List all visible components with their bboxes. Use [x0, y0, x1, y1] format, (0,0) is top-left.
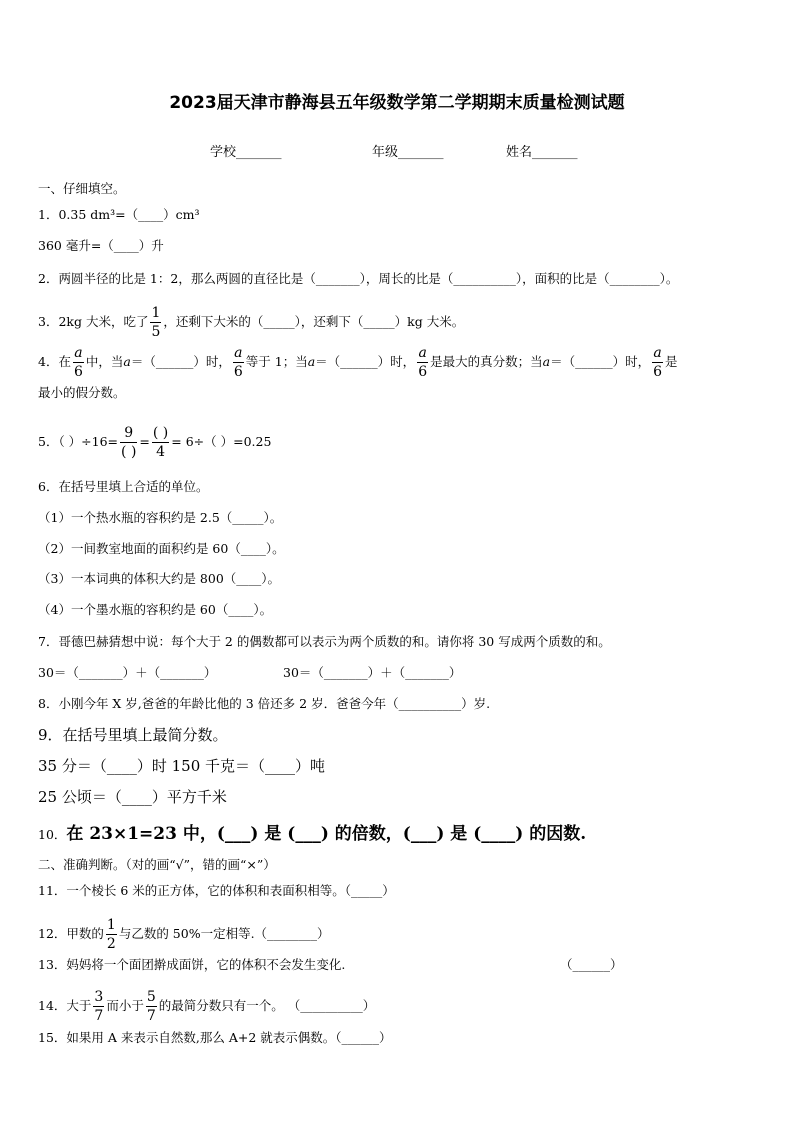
question-9a: 35 分＝（____）时 150 千克＝（____）吨 — [38, 757, 326, 775]
question-1b: 360 毫升=（____）升 — [38, 238, 164, 253]
grade-field: 年级_______ — [372, 145, 444, 160]
question-13: 13．妈妈将一个面团擀成面饼，它的体积不会发生变化. — [38, 957, 346, 972]
fraction: $\frac{1}{2}$ — [106, 917, 116, 952]
question-15: 15．如果用 A 来表示自然数,那么 A+2 就表示偶数。（______） — [38, 1030, 392, 1045]
question-6-2: （2）一间教室地面的面积约是 60（____）。 — [38, 541, 285, 556]
question-11: 11．一个棱长 6 米的正方体，它的体积和表面积相等。（_____） — [38, 883, 395, 898]
fraction: $\frac{a}{6}$ — [233, 345, 243, 380]
name-field: 姓名_______ — [506, 145, 578, 160]
question-7b: 30＝（_______）＋（_______） — [283, 665, 462, 680]
section-heading-fill: 一、仔细填空。 — [38, 181, 126, 196]
q3-pre: 3．2kg 大米，吃了 — [38, 314, 149, 329]
question-4: 4．在 $\frac{a}{6}$ 中，当a＝（______）时， $\frac{a}{6}$ 等于 1；当a＝（______）时， $\frac{a}{6}$ 是最大的真分数；当a＝（______）时， $\frac{a}{6}$ 是 — [38, 345, 678, 380]
question-6: 6．在括号里填上合适的单位。 — [38, 479, 209, 494]
fraction: $\frac{9}{( )}$ — [121, 425, 137, 460]
fraction: $\frac{1}{5}$ — [151, 305, 161, 340]
question-13-blank: （______） — [560, 957, 623, 972]
fraction: $\frac{3}{7}$ — [94, 989, 104, 1024]
question-6-4: （4）一个墨水瓶的容积约是 60（____）。 — [38, 602, 273, 617]
school-field: 学校_______ — [210, 145, 282, 160]
fraction: $\frac{a}{6}$ — [653, 345, 663, 380]
question-8: 8．小刚今年 X 岁,爸爸的年龄比他的 3 倍还多 2 岁．爸爸今年（__________）岁. — [38, 696, 491, 711]
question-7a: 30＝（_______）＋（_______） — [38, 665, 217, 680]
fraction: $\frac{a}{6}$ — [418, 345, 428, 380]
q3-post: ，还剩下大米的（_____），还剩下（_____）kg 大米。 — [163, 314, 465, 329]
question-3 — [38, 304, 464, 341]
fraction: $\frac{a}{6}$ — [73, 345, 83, 380]
question-6-3: （3）一本词典的体积大约是 800（____）。 — [38, 571, 281, 586]
section-heading-judge: 二、准确判断。（对的画“√”，错的画“×”） — [38, 857, 276, 872]
question-2: 2．两圆半径的比是 1：2，那么两圆的直径比是（_______），周长的比是（__________），面积的比是（________）。 — [38, 271, 679, 286]
question-7: 7．哥德巴赫猜想中说：每个大于 2 的偶数都可以表示为两个质数的和。请你将 30 写成两个质数的和。 — [38, 634, 611, 649]
question-10: 10．在 23×1=23 中，(___) 是 (___) 的倍数，(___) 是 (____) 的因数. — [38, 824, 587, 844]
question-12: 12．甲数的 $\frac{1}{2}$ 与乙数的 50%一定相等.（________） — [38, 917, 330, 952]
question-1a: 1．0.35 dm³=（____）cm³ — [38, 207, 200, 222]
fraction: $\frac{5}{7}$ — [146, 989, 156, 1024]
question-9: 9．在括号里填上最简分数。 — [38, 726, 228, 744]
question-6-1: （1）一个热水瓶的容积约是 2.5（_____）。 — [38, 510, 283, 525]
question-4-line2: 最小的假分数。 — [38, 385, 126, 400]
fraction: $\frac{( )}{4}$ — [152, 425, 169, 460]
question-14: 14．大于 $\frac{3}{7}$ 而小于 $\frac{5}{7}$ 的最简分数只有一个。 （__________） — [38, 989, 376, 1024]
question-9b: 25 公顷＝（____）平方千米 — [38, 788, 227, 806]
page-title: 2023届天津市静海县五年级数学第二学期期末质量检测试题 — [169, 93, 625, 113]
question-5: 5．（ ）÷16= $\frac{9}{( )}$ = $\frac{( )}{4}$ = 6÷（ ）=0.25 — [38, 425, 272, 460]
